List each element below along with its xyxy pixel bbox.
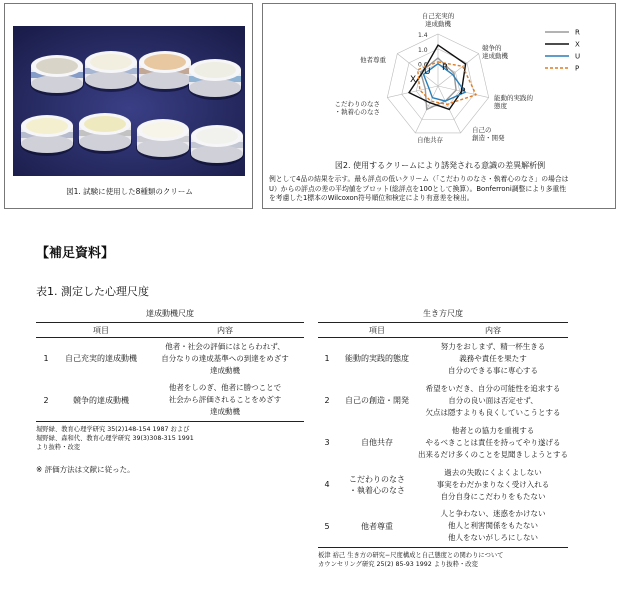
- row-item: 他者尊重: [361, 521, 393, 531]
- reference-line: より抜粋・改変: [36, 444, 81, 451]
- figure-2-note-line: U）からの評点の差の平均値をプロット(総評点を100として換算）。Bonferroni調整により多重性: [269, 184, 567, 193]
- radar-tick-label: 1.0: [418, 46, 428, 54]
- row-item: こだわりのなさ ・執着心のなさ: [349, 474, 405, 495]
- figure-2-note-line: を考慮した1標本のWilcoxon符号順位和検定により有意差を検出。: [269, 194, 474, 202]
- row-item: 自己の創造・開発: [345, 396, 409, 405]
- content-line: 他人と利害関係をもたない: [448, 521, 538, 531]
- table-row: [318, 506, 568, 548]
- row-item: 自己充実的達成動機: [65, 354, 137, 364]
- achievement-motive-table: [36, 308, 304, 475]
- axis-label: 達成動機: [425, 20, 451, 28]
- row-item: 能動的実践的態度: [345, 354, 409, 364]
- content-line: 自分自身にこだわりをもたない: [440, 491, 546, 501]
- figure-2-note: [269, 175, 613, 204]
- row-number: 3: [324, 438, 330, 447]
- content-line: 他人をないがしろにしない: [448, 533, 538, 543]
- right-col-item: 項目: [369, 325, 385, 335]
- series-marker-label: R: [442, 63, 449, 73]
- axis-label: 能動的実践的: [494, 94, 533, 102]
- legend-label: X: [575, 40, 580, 49]
- content-line: 他者・社会の評価にはとらわれず、: [165, 341, 285, 351]
- content-line: 自分なりの達成基準への到達をめざす: [161, 353, 289, 363]
- row-number: 1: [43, 354, 49, 364]
- content-line: 達成動機: [210, 407, 240, 417]
- row-content: [146, 380, 304, 422]
- axis-label: 競争的: [482, 44, 502, 52]
- table-row: [318, 422, 568, 464]
- content-line: 希望をいだき、自分の可能性を追求する: [425, 383, 561, 393]
- axis-label: 達成動機: [482, 52, 508, 60]
- legend-label: P: [575, 64, 580, 73]
- table-row: [318, 380, 568, 422]
- row-content: [418, 506, 568, 548]
- content-line: 努力をおしまず、精一杯生きる: [440, 341, 546, 351]
- left-table-title: 達成動機尺度: [146, 309, 194, 318]
- axis-label: こだわりのなさ: [334, 100, 380, 108]
- axis-label: 他者尊重: [360, 56, 386, 64]
- right-col-content: 内容: [485, 325, 501, 335]
- axis-label: 創造・開発: [472, 134, 505, 142]
- row-item: 自他共存: [361, 438, 393, 447]
- row-number: 2: [324, 396, 330, 405]
- table-row: [36, 338, 304, 380]
- series-line-x: [409, 45, 466, 109]
- axis-label: 自己の: [472, 126, 492, 134]
- legend-label: U: [575, 52, 581, 61]
- content-line: 欠点は隠すよりも良くしていこうとする: [425, 407, 561, 417]
- table-row: [36, 380, 304, 422]
- row-content: [418, 464, 568, 506]
- row-number: 4: [324, 480, 330, 489]
- content-line: 社会から評価されることをめざす: [168, 395, 282, 405]
- reference-line: カウンセリング研究 25(2) 85-93 1992 より抜粋・改変: [318, 561, 478, 568]
- row-content: [418, 422, 568, 464]
- figure-2-caption: 図2. 使用するクリームにより誘発される意識の差異解析例: [334, 161, 546, 170]
- row-content: [418, 380, 568, 422]
- axis-label: 態度: [494, 102, 507, 110]
- content-line: 事実をわだかまりなく受け入れる: [436, 479, 550, 489]
- figure-2-panel: [262, 3, 616, 209]
- content-line: やるべきことは責任を持ってやり遂げる: [425, 437, 561, 447]
- row-content: [146, 338, 304, 380]
- table-row: [318, 464, 568, 506]
- radar-tick-label: 1.4: [418, 32, 428, 39]
- reference-line: 堀野緑、教育心理学研究 35(2)148-154 1987 および: [36, 426, 190, 433]
- reference-line: 堀野緑、森和代、教育心理学研究 39(3)308-315 1991: [36, 435, 194, 442]
- table-row: [318, 338, 568, 380]
- row-number: 5: [324, 521, 330, 531]
- reference-line: 板津 裕己 生き方の研究−尺度構成と自己態度との関わりについて: [318, 552, 504, 559]
- axis-label: 自他共存: [417, 136, 443, 144]
- content-line: 人と争わない、迷惑をかけない: [440, 509, 546, 519]
- left-col-content: 内容: [217, 325, 233, 335]
- figure-1-panel: [4, 3, 253, 209]
- row-number: 2: [43, 395, 49, 405]
- content-line: 自分の良い面は否定せず、: [448, 395, 538, 405]
- content-line: 出来るだけ多くのことを見聞きしようとする: [418, 449, 568, 459]
- legend-label: R: [575, 28, 580, 37]
- axis-label: ・執着心のなさ: [334, 108, 380, 116]
- way-of-life-table: [318, 308, 568, 569]
- right-table-title: 生き方尺度: [423, 309, 463, 318]
- content-line: 他者をしのぎ、他者に勝つことで: [168, 383, 282, 393]
- content-line: 他者との協力を重視する: [451, 425, 535, 435]
- figure-2-note-line: 例として4品の結果を示す。最も評点の低いクリーム（「こだわりのなさ・執着心のなさ」の場合は: [269, 175, 569, 183]
- series-marker-label: U: [424, 67, 431, 77]
- left-table-references: [36, 425, 304, 452]
- evaluation-note: ※ 評価方法は文献に従った。: [36, 465, 135, 474]
- axis-label: 自己充実的: [421, 12, 455, 20]
- left-col-item: 項目: [93, 325, 109, 335]
- row-content: [418, 338, 568, 380]
- cream-jars-photo: [13, 26, 245, 176]
- right-table-references: [318, 551, 568, 569]
- series-marker-label: X: [410, 75, 417, 85]
- series-marker-label: P: [460, 87, 466, 97]
- row-item: 競争的達成動機: [73, 395, 129, 405]
- radar-tick-label: 0.6: [418, 61, 428, 69]
- row-number: 1: [324, 354, 330, 364]
- content-line: 過去の失敗にくよくよしない: [444, 467, 542, 477]
- table-title: 表1. 測定した心理尺度: [36, 285, 149, 298]
- supplement-heading: 【補足資料】: [36, 246, 115, 261]
- content-line: 自分のできる事に専心する: [448, 365, 538, 375]
- figure-1-caption: 図1. 試験に使用した8種類のクリーム: [66, 187, 193, 196]
- radar-chart: [263, 4, 617, 159]
- content-line: 義務や責任を果たす: [459, 353, 527, 363]
- content-line: 達成動機: [210, 365, 240, 375]
